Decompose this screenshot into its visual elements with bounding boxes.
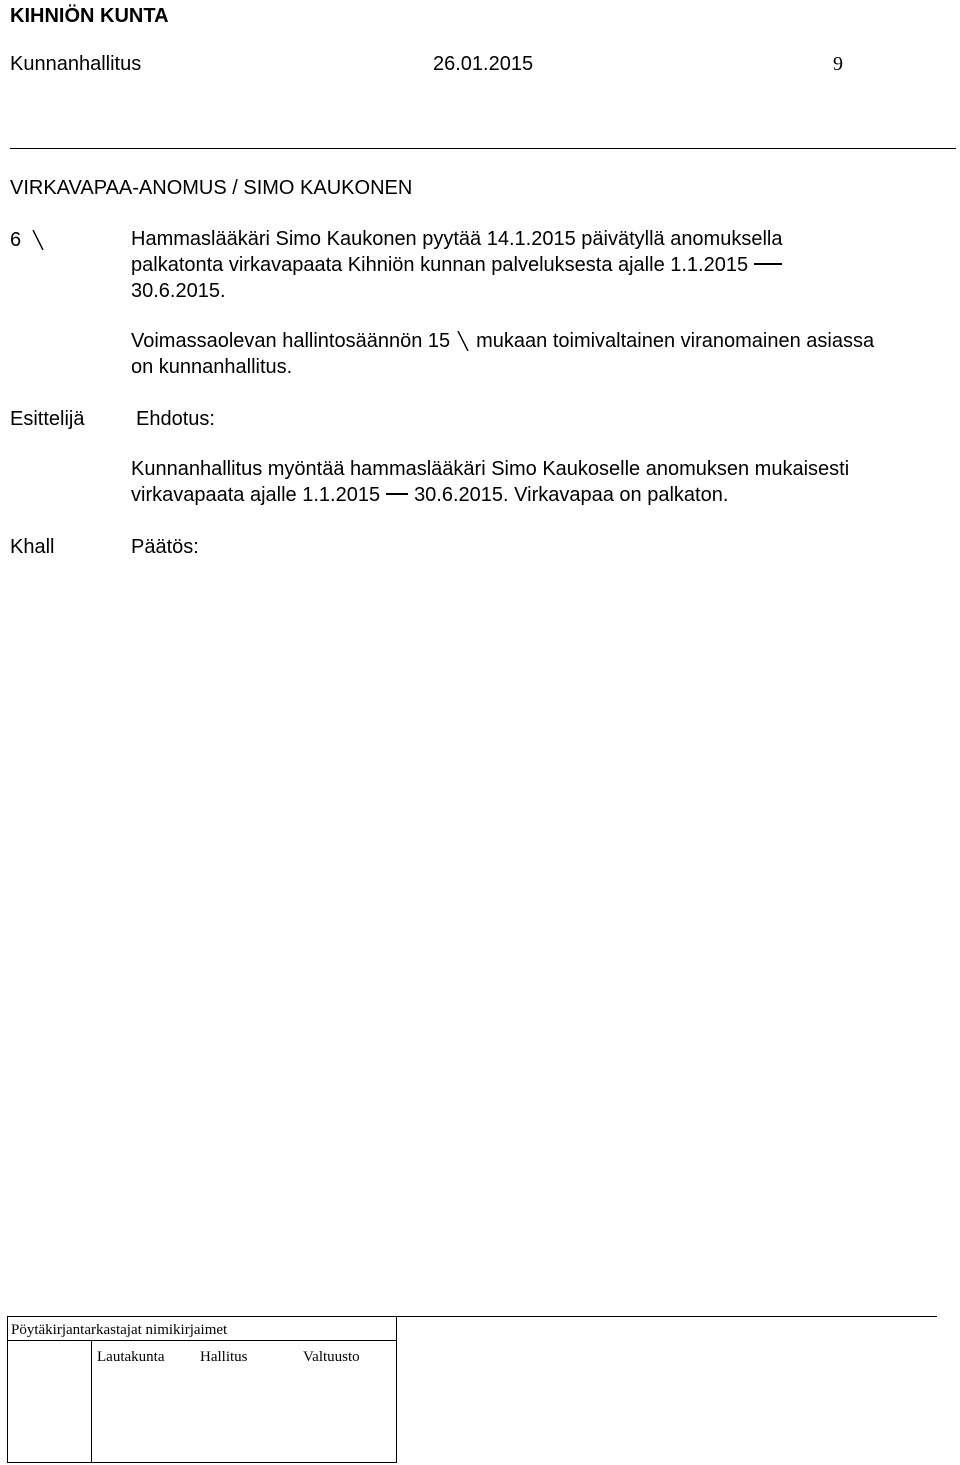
footer-col-divider	[91, 1340, 92, 1463]
paragraph-line: 30.6.2015.	[131, 280, 226, 302]
paragraph-line: Voimassaolevan hallintosäännön 15 mukaan toimivaltainen viranomainen asiassa	[131, 330, 875, 352]
paragraph-line: palkatonta virkavapaata Kihniön kunnan palveluksesta ajalle 1.1.2015	[131, 252, 790, 278]
footer-column-lautakunta: Lautakunta	[97, 1349, 165, 1365]
section-sign-icon	[456, 331, 470, 351]
paragraph-authority	[131, 328, 874, 380]
paragraph-line: on kunnanhallitus.	[131, 356, 293, 378]
paragraph-line: virkavapaata ajalle 1.1.2015 30.6.2015. Virkavapaa on palkaton.	[131, 484, 729, 506]
footer-top-rule	[7, 1316, 937, 1317]
dash-mark	[754, 263, 782, 265]
footer-mid-rule	[7, 1340, 397, 1341]
board-label: Khall	[10, 536, 55, 558]
proposal-label: Ehdotus:	[136, 408, 215, 430]
dash-mark	[386, 493, 408, 495]
section-number	[10, 228, 51, 252]
footer-column-hallitus: Hallitus	[200, 1349, 248, 1365]
page-number: 9	[833, 53, 843, 75]
body-name: Kunnanhallitus	[10, 53, 142, 75]
section-sign-icon	[31, 230, 45, 250]
section-title: VIRKAVAPAA-ANOMUS / SIMO KAUKONEN	[10, 177, 413, 199]
section-number-value: 6	[10, 229, 22, 251]
municipality-name: KIHNIÖN KUNTA	[10, 5, 169, 27]
paragraph-line: Hammaslääkäri Simo Kaukonen pyytää 14.1.2015 päivätyllä anomuksella	[131, 228, 783, 250]
footer-right-border	[396, 1316, 397, 1463]
meeting-date: 26.01.2015	[433, 53, 534, 75]
paragraph-request	[131, 226, 790, 304]
paragraph-line: Kunnanhallitus myöntää hammaslääkäri Simo Kaukoselle anomuksen mukaisesti	[131, 458, 850, 480]
signatures-label: Pöytäkirjantarkastajat nimikirjaimet	[11, 1322, 228, 1338]
footer-bottom-rule	[7, 1462, 397, 1463]
footer-left-border	[7, 1316, 8, 1463]
footer-column-valtuusto: Valtuusto	[303, 1349, 360, 1365]
header-divider	[10, 148, 956, 149]
decision-label: Päätös:	[131, 536, 199, 558]
presenter-label: Esittelijä	[10, 408, 85, 430]
proposal-text	[131, 456, 849, 508]
